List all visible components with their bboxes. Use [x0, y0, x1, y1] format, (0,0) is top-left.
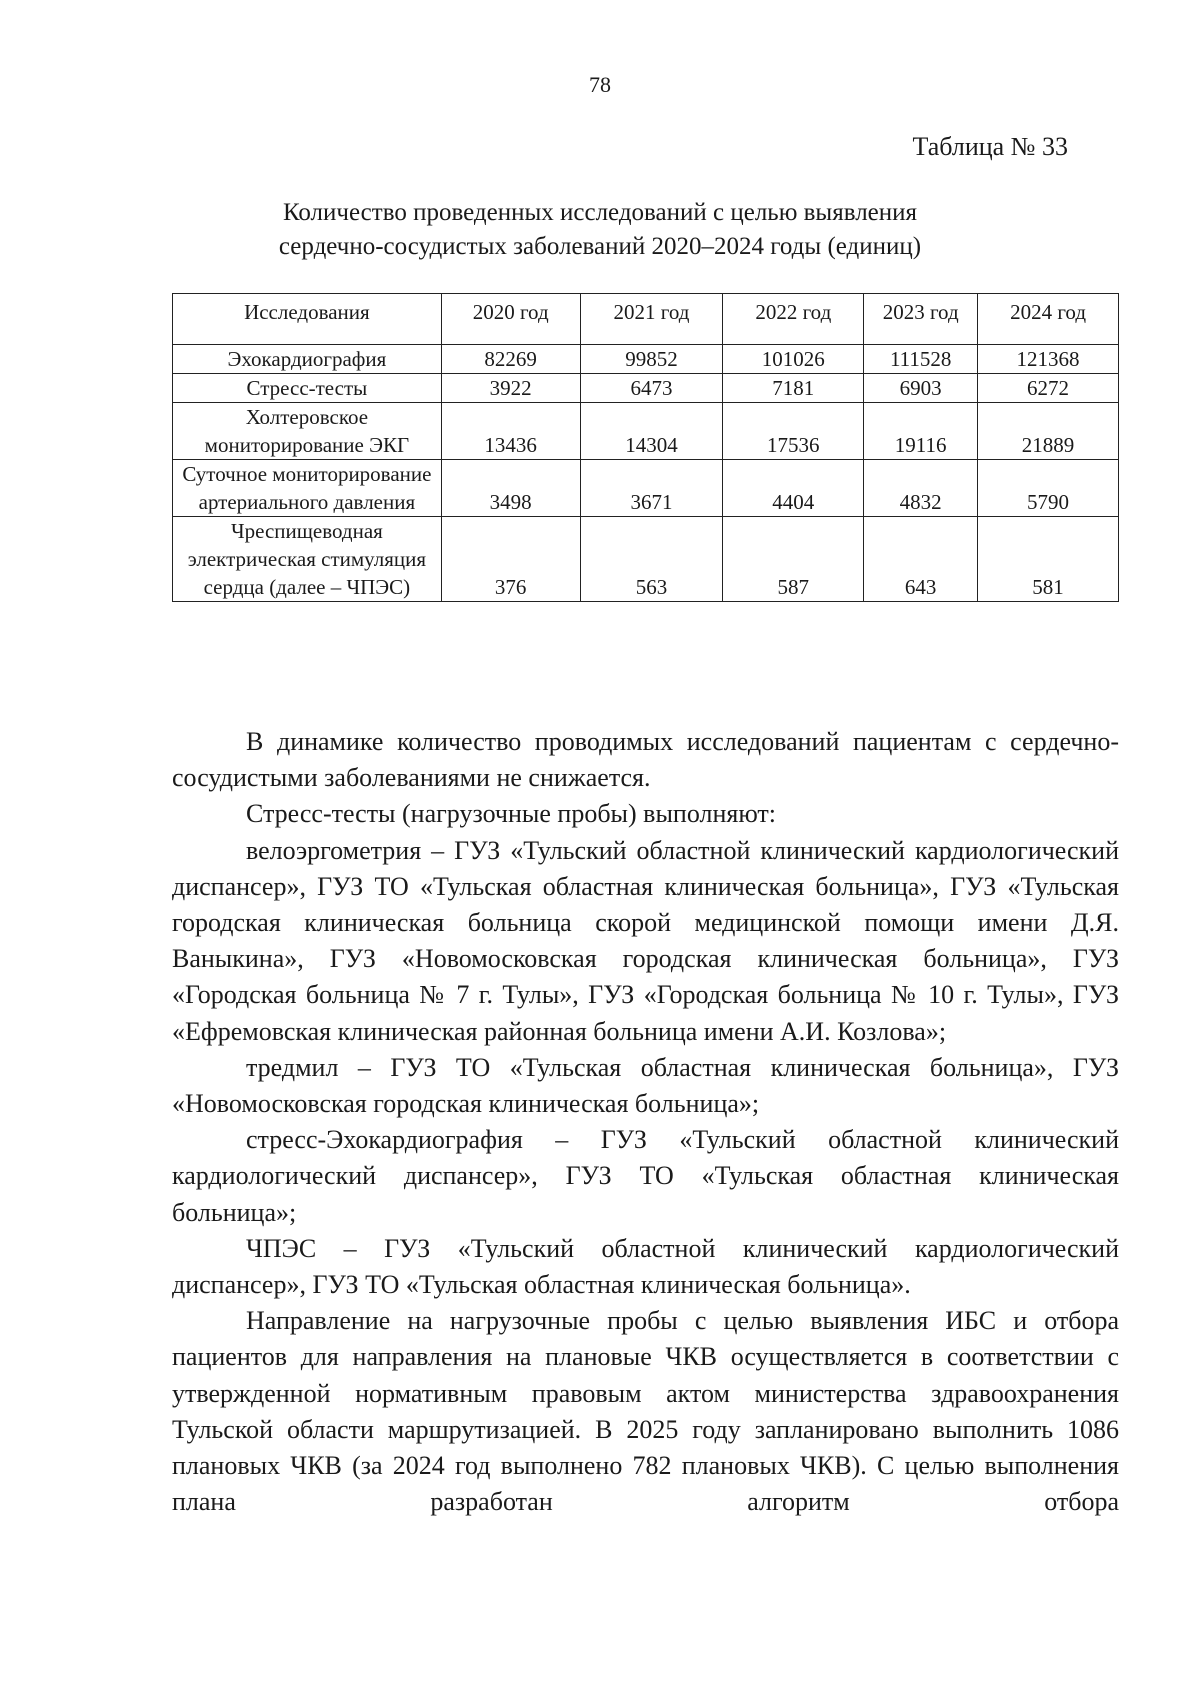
paragraph: ЧПЭС – ГУЗ «Тульский областной клинический кардиологический диспансер», ГУЗ ТО «Тульская областная клиническая больница». [172, 1233, 1119, 1300]
body-text [172, 724, 1119, 1520]
table-cell: 4832 [864, 460, 978, 517]
table-cell: 581 [978, 517, 1119, 602]
table-row [173, 374, 1119, 403]
paragraph: стресс-Эхокардиография – ГУЗ «Тульский областной клинический кардиологический диспансер», ГУЗ ТО «Тульская областная клиническая больница»; [172, 1125, 1119, 1227]
table-cell: 563 [580, 517, 723, 602]
table-cell: 111528 [864, 345, 978, 374]
table-cell: 121368 [978, 345, 1119, 374]
page-number: 78 [589, 72, 611, 97]
table-row-label: Стресс-тесты [173, 374, 442, 403]
paragraph: Направление на нагрузочные пробы с целью выявления ИБС и отбора пациентов для направления на плановые ЧКВ осуществляется в соответствии с утвержденной нормативным правовым актом министерства здравоохранения Тульской области маршрутизацией. В 2025 году запланировано выполнить 1086 плановых ЧКВ (за 2024 год выполнено 782 плановых ЧКВ). С целью выполнения плана разработан алгоритм отбора [172, 1306, 1119, 1517]
paragraph: В динамике количество проводимых исследований пациентам с сердечно-сосудистыми заболеваниями не снижается. [172, 727, 1119, 793]
table-row [173, 345, 1119, 374]
studies-table [172, 293, 1119, 602]
table-cell: 101026 [723, 345, 864, 374]
table-row-label: Чреспищеводная электрическая стимуляция сердца (далее – ЧПЭС) [173, 517, 442, 602]
table-label: Таблица № 33 [912, 132, 1068, 161]
paragraph: тредмил – ГУЗ ТО «Тульская областная клиническая больница», ГУЗ «Новомосковская городская клиническая больница»; [172, 1052, 1119, 1119]
table-cell: 13436 [441, 403, 580, 460]
table-cell: 376 [441, 517, 580, 602]
table-header-cell: 2024 год [978, 294, 1119, 345]
table-cell: 7181 [723, 374, 864, 403]
table-cell: 6473 [580, 374, 723, 403]
table-title [0, 196, 1200, 264]
table-cell: 21889 [978, 403, 1119, 460]
table-row [173, 460, 1119, 517]
table-cell: 3671 [580, 460, 723, 517]
table-cell: 14304 [580, 403, 723, 460]
table-header-cell: 2023 год [864, 294, 978, 345]
table-cell: 99852 [580, 345, 723, 374]
table-header-row [173, 294, 1119, 345]
table-cell: 5790 [978, 460, 1119, 517]
table-cell: 6272 [978, 374, 1119, 403]
table-cell: 3498 [441, 460, 580, 517]
table-row-label: Суточное мониторирование артериального давления [173, 460, 442, 517]
table-row [173, 517, 1119, 602]
table-cell: 82269 [441, 345, 580, 374]
paragraph: велоэргометрия – ГУЗ «Тульский областной клинический кардиологический диспансер», ГУЗ ТО «Тульская областная клиническая больница», ГУЗ «Тульская городская клиническая больница скорой медицинской помощи имени Д.Я. Ваныкина», ГУЗ «Новомосковская городская клиническая больница», ГУЗ «Городская больница № 7 г. Тулы», ГУЗ «Городская больница № 10 г. Тулы», ГУЗ «Ефремовская клиническая районная больница имени А.И. Козлова»; [172, 835, 1119, 1046]
table-cell: 4404 [723, 460, 864, 517]
table-cell: 6903 [864, 374, 978, 403]
table-header-cell: 2022 год [723, 294, 864, 345]
table-cell: 19116 [864, 403, 978, 460]
table-cell: 587 [723, 517, 864, 602]
table-header-cell: Исследования [173, 294, 442, 345]
table-row-label: Эхокардиография [173, 345, 442, 374]
table-title-line-2: сердечно-сосудистых заболеваний 2020–2024 годы (единиц) [278, 233, 922, 260]
table-header-cell: 2020 год [441, 294, 580, 345]
table-title-line-1: Количество проведенных исследований с целью выявления [282, 199, 918, 226]
table-row-label: Холтеровское мониторирование ЭКГ [173, 403, 442, 460]
paragraph: Стресс-тесты (нагрузочные пробы) выполняют: [246, 799, 777, 829]
table-cell: 643 [864, 517, 978, 602]
table-header-cell: 2021 год [580, 294, 723, 345]
table-row [173, 403, 1119, 460]
table-cell: 17536 [723, 403, 864, 460]
table-cell: 3922 [441, 374, 580, 403]
